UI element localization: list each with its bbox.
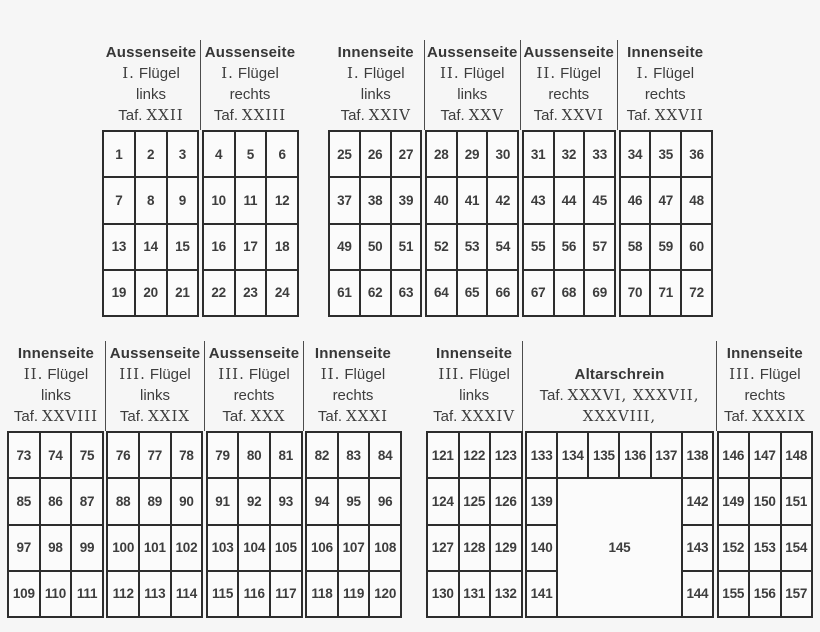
panel-cell-22: 22 bbox=[204, 271, 234, 315]
header-spacer bbox=[523, 343, 716, 364]
panel-cell-12: 12 bbox=[267, 178, 297, 222]
panel-cell-43: 43 bbox=[524, 178, 553, 222]
bottom-right-block bbox=[426, 341, 813, 618]
panel-cell-126: 126 bbox=[491, 479, 521, 523]
panel-cell-18: 18 bbox=[267, 225, 297, 269]
panel-cell-14: 14 bbox=[136, 225, 166, 269]
plate-word: Taf. bbox=[119, 408, 145, 425]
wing-numeral: I. bbox=[221, 64, 234, 82]
panel-cell-74: 74 bbox=[41, 433, 71, 477]
panel-cell-73: 73 bbox=[9, 433, 39, 477]
panel-cell-21: 21 bbox=[168, 271, 198, 315]
wing-label bbox=[426, 364, 522, 385]
side-label: links bbox=[457, 86, 488, 103]
plate-reference bbox=[717, 406, 813, 427]
panel-cell-3: 3 bbox=[168, 132, 198, 176]
panel-group bbox=[102, 130, 199, 317]
panel-grid bbox=[426, 431, 813, 618]
side-label: links bbox=[135, 86, 166, 103]
panel-cell-39: 39 bbox=[392, 178, 421, 222]
panel-cell-128: 128 bbox=[460, 526, 490, 570]
panel-cell-42: 42 bbox=[488, 178, 517, 222]
wing-numeral: II. bbox=[320, 365, 341, 383]
panel-cell-17: 17 bbox=[236, 225, 266, 269]
wing-label bbox=[201, 63, 299, 84]
panel-cell-111: 111 bbox=[72, 572, 102, 616]
wing-numeral: I. bbox=[636, 64, 650, 82]
panel-cell-27: 27 bbox=[392, 132, 421, 176]
panel-cell-40: 40 bbox=[427, 178, 456, 222]
panel-cell-61: 61 bbox=[330, 271, 359, 315]
panel-grid bbox=[7, 431, 402, 618]
panel-cell-121: 121 bbox=[428, 433, 458, 477]
wing-word: Flügel bbox=[463, 65, 505, 82]
panel-cell-87: 87 bbox=[72, 479, 102, 523]
wing-column-header bbox=[102, 40, 200, 130]
plate-reference bbox=[304, 406, 402, 427]
panel-cell-131: 131 bbox=[460, 572, 490, 616]
panel-cell-101: 101 bbox=[140, 526, 170, 570]
plate-numerals: XXXIV bbox=[461, 407, 516, 425]
panel-group bbox=[619, 130, 713, 317]
panel-cell-72: 72 bbox=[682, 271, 711, 315]
panel-cell-62: 62 bbox=[361, 271, 390, 315]
panel-cell-48: 48 bbox=[682, 178, 711, 222]
panel-cell-78: 78 bbox=[172, 433, 202, 477]
panel-cell-134: 134 bbox=[558, 433, 587, 477]
wing-numeral: II. bbox=[536, 64, 557, 82]
plate-numerals: XXXI bbox=[346, 407, 389, 425]
wing-label bbox=[102, 63, 200, 84]
panel-cell-5: 5 bbox=[236, 132, 266, 176]
wing-label bbox=[618, 63, 714, 84]
plate-reference bbox=[7, 406, 105, 427]
wing-column-header bbox=[200, 40, 299, 130]
panel-cell-75: 75 bbox=[72, 433, 102, 477]
header-row bbox=[102, 40, 299, 130]
panel-group bbox=[202, 130, 299, 317]
panel-cell-147: 147 bbox=[750, 433, 780, 477]
panel-cell-20: 20 bbox=[136, 271, 166, 315]
panel-cell-54: 54 bbox=[488, 225, 517, 269]
panel-cell-41: 41 bbox=[458, 178, 487, 222]
wing-column-header bbox=[7, 341, 105, 431]
panel-cell-151: 151 bbox=[782, 479, 812, 523]
plate-numerals: XXIX bbox=[148, 407, 191, 425]
panel-cell-122: 122 bbox=[460, 433, 490, 477]
plate-reference bbox=[106, 406, 204, 427]
bottom-left-block bbox=[7, 341, 402, 618]
panel-cell-153: 153 bbox=[750, 526, 780, 570]
panel-cell-115: 115 bbox=[208, 572, 238, 616]
panel-cell-123: 123 bbox=[491, 433, 521, 477]
panel-cell-104: 104 bbox=[239, 526, 269, 570]
wing-word: Flügel bbox=[47, 366, 89, 383]
wing-numeral: III. bbox=[218, 365, 245, 383]
plate-reference bbox=[201, 105, 299, 126]
side-label: rechts bbox=[229, 86, 271, 103]
panel-cell-57: 57 bbox=[585, 225, 614, 269]
wing-column-header bbox=[716, 341, 813, 431]
header-title: Aussenseite bbox=[208, 345, 300, 362]
panel-cell-55: 55 bbox=[524, 225, 553, 269]
wing-label bbox=[328, 63, 424, 84]
side-label: rechts bbox=[744, 387, 786, 404]
panel-cell-98: 98 bbox=[41, 526, 71, 570]
wing-label bbox=[205, 364, 303, 385]
panel-cell-13: 13 bbox=[104, 225, 134, 269]
panel-cell-113: 113 bbox=[140, 572, 170, 616]
panel-cell-105: 105 bbox=[271, 526, 301, 570]
plate-reference bbox=[523, 385, 716, 406]
wing-word: Flügel bbox=[149, 366, 191, 383]
panel-cell-29: 29 bbox=[458, 132, 487, 176]
panel-cell-66: 66 bbox=[488, 271, 517, 315]
panel-cell-45: 45 bbox=[585, 178, 614, 222]
header-title: Aussenseite bbox=[109, 345, 201, 362]
panel-cell-127: 127 bbox=[428, 526, 458, 570]
panel-cell-35: 35 bbox=[651, 132, 680, 176]
panel-cell-84: 84 bbox=[370, 433, 400, 477]
panel-cell-129: 129 bbox=[491, 526, 521, 570]
plate-numerals: XXVIII bbox=[42, 407, 99, 425]
panel-cell-157: 157 bbox=[782, 572, 812, 616]
panel-cell-28: 28 bbox=[427, 132, 456, 176]
panel-cell-110: 110 bbox=[41, 572, 71, 616]
panel-cell-7: 7 bbox=[104, 178, 134, 222]
plate-word: Taf. bbox=[13, 408, 39, 425]
plate-word: Taf. bbox=[533, 107, 558, 124]
wing-column-header bbox=[204, 341, 303, 431]
header-row bbox=[426, 341, 813, 431]
wing-label bbox=[304, 364, 402, 385]
panel-cell-51: 51 bbox=[392, 225, 421, 269]
wing-word: Flügel bbox=[560, 65, 601, 82]
plate-reference bbox=[205, 406, 303, 427]
plate-word: Taf. bbox=[433, 408, 458, 425]
side-label: links bbox=[360, 86, 391, 103]
panel-cell-118: 118 bbox=[307, 572, 337, 616]
panel-cell-116: 116 bbox=[239, 572, 269, 616]
panel-cell-93: 93 bbox=[271, 479, 301, 523]
header-row bbox=[328, 40, 713, 130]
header-title: Aussenseite bbox=[204, 44, 296, 61]
wing-word: Flügel bbox=[237, 65, 279, 82]
panel-group bbox=[426, 431, 523, 618]
panel-cell-152: 152 bbox=[719, 526, 749, 570]
panel-cell-106: 106 bbox=[307, 526, 337, 570]
panel-cell-25: 25 bbox=[330, 132, 359, 176]
panel-cell-11: 11 bbox=[236, 178, 266, 222]
panel-cell-102: 102 bbox=[172, 526, 202, 570]
panel-cell-32: 32 bbox=[555, 132, 584, 176]
panel-cell-132: 132 bbox=[491, 572, 521, 616]
panel-cell-67: 67 bbox=[524, 271, 553, 315]
panel-cell-64: 64 bbox=[427, 271, 456, 315]
plate-word: Taf. bbox=[222, 408, 247, 425]
wing-word: Flügel bbox=[138, 65, 180, 82]
panel-cell-117: 117 bbox=[271, 572, 301, 616]
panel-group bbox=[717, 431, 814, 618]
panel-cell-2: 2 bbox=[136, 132, 166, 176]
plate-word: Taf. bbox=[317, 408, 343, 425]
panel-cell-56: 56 bbox=[555, 225, 584, 269]
plate-word: Taf. bbox=[440, 107, 465, 124]
panel-cell-107: 107 bbox=[339, 526, 369, 570]
panel-cell-6: 6 bbox=[267, 132, 297, 176]
plate-reference bbox=[425, 105, 521, 126]
panel-cell-90: 90 bbox=[172, 479, 202, 523]
panel-cell-4: 4 bbox=[204, 132, 234, 176]
panel-grid bbox=[328, 130, 713, 317]
panel-cell-86: 86 bbox=[41, 479, 71, 523]
panel-cell-92: 92 bbox=[239, 479, 269, 523]
panel-cell-145: 145 bbox=[558, 479, 681, 616]
wing-numeral: III. bbox=[729, 365, 756, 383]
plate-numerals: XXXIX bbox=[752, 407, 806, 425]
wing-numeral: III. bbox=[438, 365, 465, 383]
header-title: Innenseite bbox=[337, 44, 414, 61]
wing-word: Flügel bbox=[468, 366, 510, 383]
altarschrein-header bbox=[522, 341, 716, 431]
header-title: Innenseite bbox=[627, 44, 704, 61]
side-label: links bbox=[139, 387, 170, 404]
panel-cell-114: 114 bbox=[172, 572, 202, 616]
panel-cell-146: 146 bbox=[719, 433, 749, 477]
header-title: Aussenseite bbox=[105, 44, 197, 61]
panel-cell-33: 33 bbox=[585, 132, 614, 176]
panel-cell-109: 109 bbox=[9, 572, 39, 616]
wing-label bbox=[425, 63, 521, 84]
plate-reference bbox=[521, 105, 617, 126]
panel-cell-15: 15 bbox=[168, 225, 198, 269]
panel-cell-82: 82 bbox=[307, 433, 337, 477]
panel-cell-60: 60 bbox=[682, 225, 711, 269]
plate-numerals: XXII bbox=[146, 106, 184, 124]
side-label: links bbox=[40, 387, 71, 404]
panel-cell-31: 31 bbox=[524, 132, 553, 176]
panel-cell-38: 38 bbox=[361, 178, 390, 222]
panel-cell-103: 103 bbox=[208, 526, 238, 570]
header-title: Innenseite bbox=[314, 345, 392, 362]
plate-reference bbox=[328, 105, 424, 126]
panel-cell-71: 71 bbox=[651, 271, 680, 315]
wing-label bbox=[7, 364, 105, 385]
plate-numerals: XXVII bbox=[654, 106, 704, 124]
panel-cell-143: 143 bbox=[683, 526, 712, 570]
plate-word: Taf. bbox=[539, 387, 564, 404]
panel-cell-133: 133 bbox=[527, 433, 556, 477]
panel-cell-148: 148 bbox=[782, 433, 812, 477]
panel-cell-63: 63 bbox=[392, 271, 421, 315]
plate-numerals: XXIV bbox=[368, 106, 411, 124]
panel-grid bbox=[102, 130, 299, 317]
panel-group bbox=[328, 130, 422, 317]
panel-cell-46: 46 bbox=[621, 178, 650, 222]
panel-cell-155: 155 bbox=[719, 572, 749, 616]
panel-cell-10: 10 bbox=[204, 178, 234, 222]
panel-group bbox=[522, 130, 616, 317]
panel-group bbox=[206, 431, 303, 618]
panel-cell-112: 112 bbox=[108, 572, 138, 616]
panel-cell-52: 52 bbox=[427, 225, 456, 269]
panel-cell-26: 26 bbox=[361, 132, 390, 176]
plate-numerals: XXV bbox=[468, 106, 504, 124]
panel-cell-119: 119 bbox=[339, 572, 369, 616]
panel-cell-135: 135 bbox=[589, 433, 618, 477]
panel-group bbox=[106, 431, 203, 618]
side-label: links bbox=[459, 387, 490, 404]
header-title: Innenseite bbox=[726, 345, 803, 362]
panel-cell-23: 23 bbox=[236, 271, 266, 315]
plate-word: Taf. bbox=[723, 408, 749, 425]
panel-cell-142: 142 bbox=[683, 479, 712, 523]
wing-numeral: II. bbox=[440, 64, 460, 82]
plate-word: Taf. bbox=[118, 107, 143, 124]
panel-cell-141: 141 bbox=[527, 572, 556, 616]
panel-cell-59: 59 bbox=[651, 225, 680, 269]
wing-word: Flügel bbox=[759, 366, 801, 383]
side-label: rechts bbox=[548, 86, 590, 103]
panel-cell-88: 88 bbox=[108, 479, 138, 523]
panel-cell-138: 138 bbox=[683, 433, 712, 477]
header-row bbox=[7, 341, 402, 431]
wing-label bbox=[106, 364, 204, 385]
header-title: Aussenseite bbox=[523, 44, 615, 61]
top-left-block bbox=[102, 40, 299, 317]
header-title: Innenseite bbox=[17, 345, 95, 362]
panel-cell-108: 108 bbox=[370, 526, 400, 570]
panel-cell-137: 137 bbox=[652, 433, 681, 477]
panel-cell-125: 125 bbox=[460, 479, 490, 523]
wing-column-header bbox=[424, 40, 521, 130]
panel-cell-34: 34 bbox=[621, 132, 650, 176]
panel-cell-83: 83 bbox=[339, 433, 369, 477]
plate-word: Taf. bbox=[213, 107, 239, 124]
panel-cell-95: 95 bbox=[339, 479, 369, 523]
panel-cell-19: 19 bbox=[104, 271, 134, 315]
wing-numeral: II. bbox=[23, 365, 44, 383]
panel-cell-94: 94 bbox=[307, 479, 337, 523]
side-label: rechts bbox=[332, 387, 374, 404]
plate-reference bbox=[618, 105, 714, 126]
plate-reference bbox=[523, 406, 716, 427]
header-title: Innenseite bbox=[436, 345, 513, 362]
wing-word: Flügel bbox=[653, 65, 695, 82]
wing-label bbox=[521, 63, 617, 84]
panel-cell-76: 76 bbox=[108, 433, 138, 477]
panel-cell-80: 80 bbox=[239, 433, 269, 477]
wing-label bbox=[717, 364, 813, 385]
panel-cell-8: 8 bbox=[136, 178, 166, 222]
wing-numeral: I. bbox=[122, 64, 135, 82]
plate-numerals: XXIII bbox=[242, 106, 287, 124]
wing-word: Flügel bbox=[248, 366, 290, 383]
plate-numerals: XXXVI, XXXVII, bbox=[567, 386, 700, 404]
panel-group bbox=[525, 431, 714, 618]
plate-word: Taf. bbox=[340, 107, 365, 124]
wing-column-header bbox=[303, 341, 402, 431]
plate-reference bbox=[426, 406, 522, 427]
panel-cell-30: 30 bbox=[488, 132, 517, 176]
side-label: rechts bbox=[644, 86, 686, 103]
panel-cell-139: 139 bbox=[527, 479, 556, 523]
header-title: Aussenseite bbox=[426, 44, 518, 61]
panel-cell-149: 149 bbox=[719, 479, 749, 523]
panel-cell-85: 85 bbox=[9, 479, 39, 523]
panel-cell-140: 140 bbox=[527, 526, 556, 570]
wing-column-header bbox=[105, 341, 204, 431]
panel-cell-89: 89 bbox=[140, 479, 170, 523]
top-right-block bbox=[328, 40, 713, 317]
panel-cell-99: 99 bbox=[72, 526, 102, 570]
plate-numerals: XXVI bbox=[561, 106, 604, 124]
panel-cell-96: 96 bbox=[370, 479, 400, 523]
panel-group bbox=[7, 431, 104, 618]
panel-cell-24: 24 bbox=[267, 271, 297, 315]
plate-reference bbox=[102, 105, 200, 126]
panel-cell-16: 16 bbox=[204, 225, 234, 269]
header-title: Altarschrein bbox=[574, 366, 665, 383]
wing-word: Flügel bbox=[363, 65, 405, 82]
wing-numeral: I. bbox=[346, 64, 360, 82]
panel-cell-154: 154 bbox=[782, 526, 812, 570]
wing-column-header bbox=[617, 40, 714, 130]
plate-numerals: XXX bbox=[250, 407, 286, 425]
panel-cell-68: 68 bbox=[555, 271, 584, 315]
plate-numerals: XXXVIII, bbox=[582, 407, 657, 425]
panel-cell-124: 124 bbox=[428, 479, 458, 523]
panel-cell-47: 47 bbox=[651, 178, 680, 222]
panel-cell-49: 49 bbox=[330, 225, 359, 269]
panel-cell-156: 156 bbox=[750, 572, 780, 616]
panel-cell-81: 81 bbox=[271, 433, 301, 477]
panel-cell-77: 77 bbox=[140, 433, 170, 477]
wing-column-header bbox=[426, 341, 522, 431]
panel-cell-37: 37 bbox=[330, 178, 359, 222]
panel-cell-53: 53 bbox=[458, 225, 487, 269]
panel-cell-91: 91 bbox=[208, 479, 238, 523]
panel-cell-120: 120 bbox=[370, 572, 400, 616]
panel-cell-44: 44 bbox=[555, 178, 584, 222]
panel-cell-97: 97 bbox=[9, 526, 39, 570]
wing-column-header bbox=[328, 40, 424, 130]
wing-numeral: III. bbox=[119, 365, 146, 383]
panel-cell-144: 144 bbox=[683, 572, 712, 616]
panel-group bbox=[425, 130, 519, 317]
panel-cell-79: 79 bbox=[208, 433, 238, 477]
panel-cell-100: 100 bbox=[108, 526, 138, 570]
panel-cell-65: 65 bbox=[458, 271, 487, 315]
panel-cell-1: 1 bbox=[104, 132, 134, 176]
panel-group bbox=[305, 431, 402, 618]
plate-word: Taf. bbox=[626, 107, 651, 124]
panel-cell-69: 69 bbox=[585, 271, 614, 315]
panel-cell-136: 136 bbox=[620, 433, 649, 477]
wing-column-header bbox=[520, 40, 617, 130]
panel-cell-36: 36 bbox=[682, 132, 711, 176]
panel-cell-70: 70 bbox=[621, 271, 650, 315]
panel-cell-130: 130 bbox=[428, 572, 458, 616]
wing-word: Flügel bbox=[344, 366, 386, 383]
panel-cell-9: 9 bbox=[168, 178, 198, 222]
panel-cell-58: 58 bbox=[621, 225, 650, 269]
panel-cell-150: 150 bbox=[750, 479, 780, 523]
panel-cell-50: 50 bbox=[361, 225, 390, 269]
side-label: rechts bbox=[233, 387, 275, 404]
